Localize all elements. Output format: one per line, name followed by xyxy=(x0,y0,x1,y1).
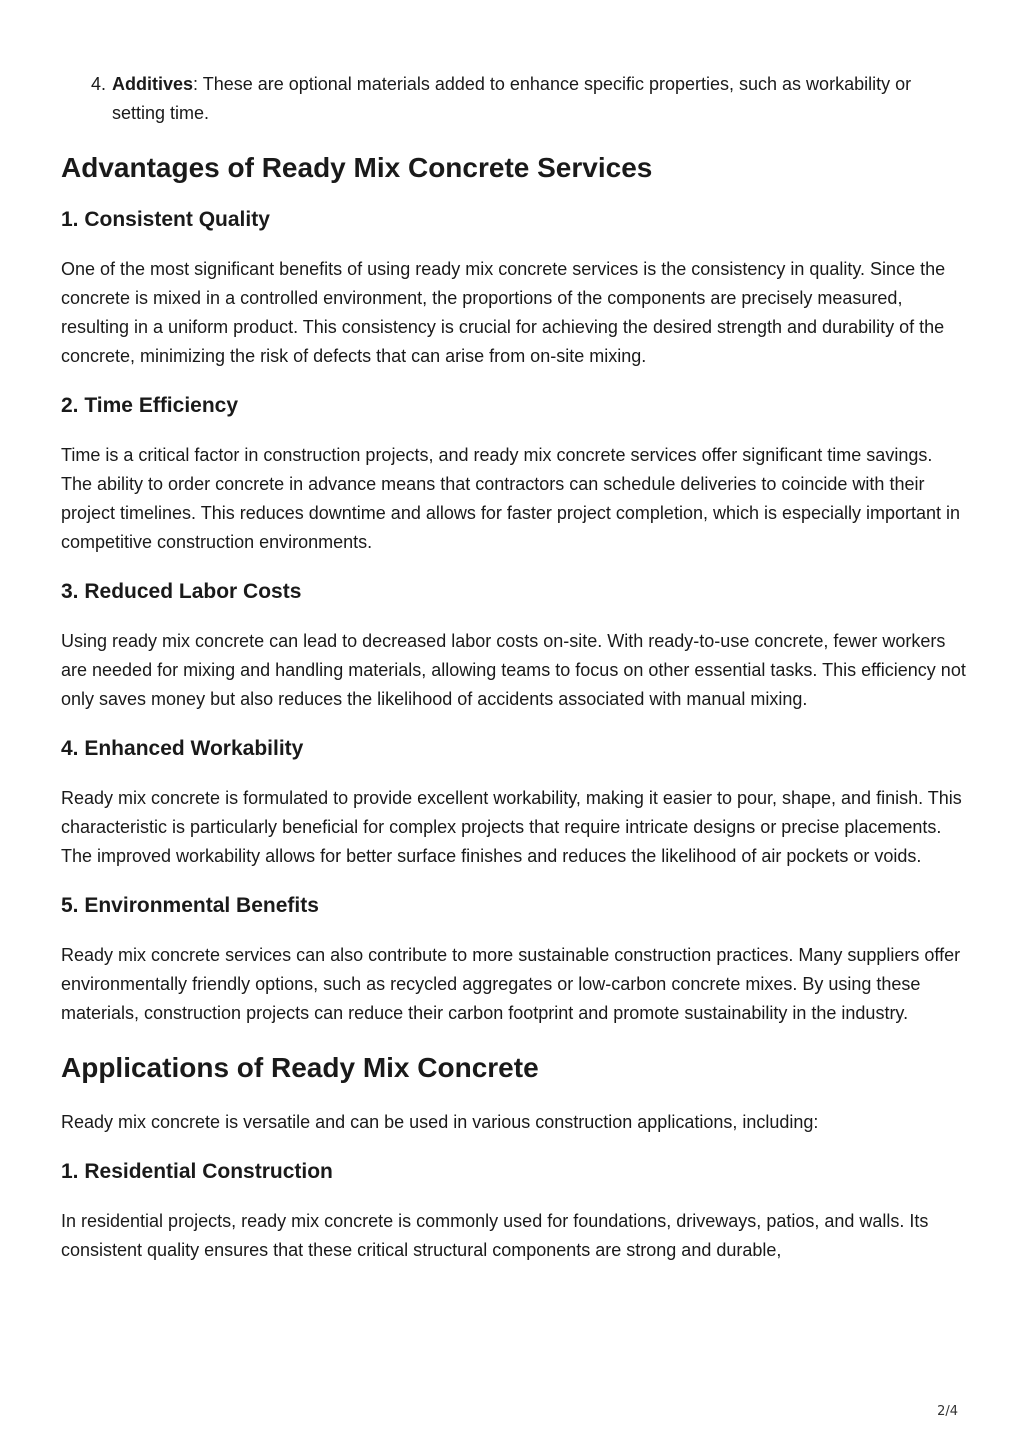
document-page xyxy=(61,70,966,1265)
page-number: 2/4 xyxy=(937,1404,958,1419)
applications-heading: Applications of Ready Mix Concrete xyxy=(61,1052,539,1083)
list-item-additives xyxy=(91,70,966,128)
consistent-quality-heading: 1. Consistent Quality xyxy=(61,208,270,231)
advantages-heading: Advantages of Ready Mix Concrete Services xyxy=(61,152,653,183)
list-number: 4. xyxy=(91,74,107,94)
time-efficiency-paragraph: Time is a critical factor in construction projects, and ready mix concrete services offer significant time savings. The ability to order concrete in advance means that contractors can schedule deliveries to coincide with their project timelines. This reduces downtime and allows for faster project completion, which is especially important in competitive construction environments. xyxy=(61,445,961,552)
residential-construction-heading: 1. Residential Construction xyxy=(61,1160,333,1183)
environmental-benefits-paragraph: Ready mix concrete services can also contribute to more sustainable construction practices. Many suppliers offer environmentally friendly options, such as recycled aggregates or low-carbon concrete mixes. By using these materials, construction projects can reduce their carbon footprint and promote sustainability in the industry. xyxy=(61,945,961,1023)
enhanced-workability-heading: 4. Enhanced Workability xyxy=(61,737,304,760)
reduced-labor-costs-heading: 3. Reduced Labor Costs xyxy=(61,580,302,603)
consistent-quality-paragraph: One of the most significant benefits of using ready mix concrete services is the consistency in quality. Since the concrete is mixed in a controlled environment, the proportions of the components are precisely measured, resulting in a uniform product. This consistency is crucial for achieving the desired strength and durability of the concrete, minimizing the risk of defects that can arise from on-site mixing. xyxy=(61,259,946,366)
residential-construction-paragraph: In residential projects, ready mix concrete is commonly used for foundations, driveways, patios, and walls. Its consistent quality ensures that these critical structural components are strong and durable, xyxy=(61,1211,929,1260)
time-efficiency-heading: 2. Time Efficiency xyxy=(61,394,239,417)
enhanced-workability-paragraph: Ready mix concrete is formulated to provide excellent workability, making it easier to pour, shape, and finish. This characteristic is particularly beneficial for complex projects that require intricate designs or precise placements. The improved workability allows for better surface finishes and reduces the likelihood of air pockets or voids. xyxy=(61,788,962,866)
list-term: Additives xyxy=(112,74,194,94)
environmental-benefits-heading: 5. Environmental Benefits xyxy=(61,894,319,917)
reduced-labor-costs-paragraph: Using ready mix concrete can lead to decreased labor costs on-site. With ready-to-use concrete, fewer workers are needed for mixing and handling materials, allowing teams to focus on other essential tasks. This efficiency not only saves money but also reduces the likelihood of accidents associated with manual mixing. xyxy=(61,631,966,709)
list-description: : These are optional materials added to enhance specific properties, such as workability or setting time. xyxy=(112,74,912,123)
applications-intro: Ready mix concrete is versatile and can be used in various construction applications, including: xyxy=(61,1112,819,1132)
list-text xyxy=(112,70,966,128)
